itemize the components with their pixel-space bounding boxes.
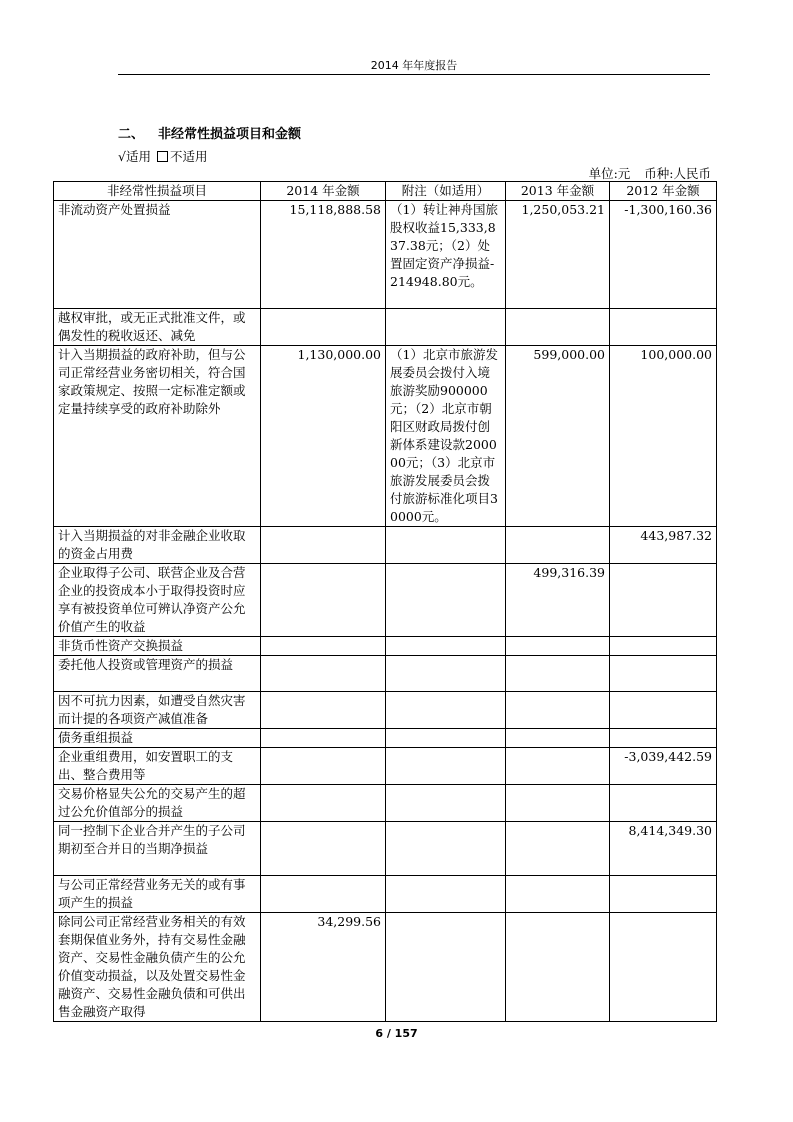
- table-row: [54, 729, 717, 748]
- header-2013-amount: 2013 年金额: [506, 182, 610, 201]
- item-cell: 企业取得子公司、联营企业及合营企业的投资成本小于取得投资时应享有被投资单位可辨认净资产公允价值产生的收益: [54, 564, 261, 637]
- note-cell: [386, 785, 506, 822]
- note-cell: [386, 729, 506, 748]
- note-cell: [386, 822, 506, 876]
- header-divider: [118, 74, 710, 75]
- amount-2014-cell: [261, 309, 386, 346]
- amount-2013-cell: [506, 748, 610, 785]
- amount-2012-cell: 100,000.00: [610, 346, 717, 527]
- unit-label: 单位:元: [588, 166, 631, 181]
- amount-2012-cell: [610, 729, 717, 748]
- table-row: [54, 201, 717, 309]
- item-cell: 交易价格显失公允的交易产生的超过公允价值部分的损益: [54, 785, 261, 822]
- table-row: [54, 785, 717, 822]
- note-cell: [386, 692, 506, 729]
- section-heading: 非经常性损益项目和金额: [158, 127, 302, 142]
- table-row: [54, 309, 717, 346]
- amount-2013-cell: [506, 913, 610, 1022]
- item-cell: 除同公司正常经营业务相关的有效套期保值业务外，持有交易性金融资产、交易性金融负债产生的公允价值变动损益，以及处置交易性金融资产、交易性金融负债和可供出售金融资产取得: [54, 913, 261, 1022]
- item-cell: 委托他人投资或管理资产的损益: [54, 656, 261, 692]
- amount-2014-cell: [261, 785, 386, 822]
- amount-2012-cell: -3,039,442.59: [610, 748, 717, 785]
- table-row: [54, 822, 717, 876]
- table-header-row: [54, 182, 717, 201]
- amount-2014-cell: [261, 656, 386, 692]
- amount-2013-cell: [506, 656, 610, 692]
- section-title: [118, 123, 301, 142]
- amount-2014-cell: [261, 564, 386, 637]
- amount-2014-cell: [261, 692, 386, 729]
- note-cell: [386, 527, 506, 564]
- item-cell: 非流动资产处置损益: [54, 201, 261, 309]
- item-cell: 与公司正常经营业务无关的或有事项产生的损益: [54, 876, 261, 913]
- amount-2013-cell: 599,000.00: [506, 346, 610, 527]
- note-cell: [386, 656, 506, 692]
- header-item: 非经常性损益项目: [54, 182, 261, 201]
- amount-2013-cell: [506, 729, 610, 748]
- header-note: 附注（如适用）: [386, 182, 506, 201]
- not-applicable-label: 不适用: [169, 149, 208, 164]
- item-cell: 企业重组费用，如安置职工的支出、整合费用等: [54, 748, 261, 785]
- item-cell: 越权审批，或无正式批准文件，或偶发性的税收返还、减免: [54, 309, 261, 346]
- amount-2014-cell: [261, 876, 386, 913]
- amount-2014-cell: [261, 748, 386, 785]
- amount-2013-cell: [506, 309, 610, 346]
- item-cell: 同一控制下企业合并产生的子公司期初至合并日的当期净损益: [54, 822, 261, 876]
- amount-2012-cell: 443,987.32: [610, 527, 717, 564]
- note-cell: [386, 309, 506, 346]
- header-2012-amount: 2012 年金额: [610, 182, 717, 201]
- amount-2014-cell: 1,130,000.00: [261, 346, 386, 527]
- amount-2013-cell: 1,250,053.21: [506, 201, 610, 309]
- table-row: [54, 748, 717, 785]
- empty-checkbox-icon: [157, 151, 168, 162]
- table-row: [54, 564, 717, 637]
- section-number: 二、: [118, 127, 145, 142]
- note-cell: （1）北京市旅游发展委员会拨付入境旅游奖励900000元；（2）北京市朝阳区财政局拨付创新体系建设款200000元；（3）北京市旅游发展委员会拨付旅游标准化项目30000元。: [386, 346, 506, 527]
- table-row: [54, 637, 717, 656]
- table-row: [54, 876, 717, 913]
- table-row: [54, 346, 717, 527]
- item-cell: 债务重组损益: [54, 729, 261, 748]
- note-cell: （1）转让神舟国旅股权收益15,333,837.38元；（2）处置固定资产净损益-214948.80元。: [386, 201, 506, 309]
- note-cell: [386, 637, 506, 656]
- amount-2012-cell: [610, 876, 717, 913]
- applicable-label: 适用: [125, 149, 151, 164]
- amount-2012-cell: [610, 785, 717, 822]
- header-2014-amount: 2014 年金额: [261, 182, 386, 201]
- amount-2012-cell: [610, 692, 717, 729]
- checkmark-icon: √: [118, 149, 126, 164]
- amount-2013-cell: [506, 876, 610, 913]
- amount-2013-cell: [506, 527, 610, 564]
- amount-2012-cell: [610, 637, 717, 656]
- amount-2014-cell: [261, 822, 386, 876]
- applicability-indicator: [118, 147, 208, 165]
- amount-2013-cell: [506, 822, 610, 876]
- table-row: [54, 692, 717, 729]
- amount-2012-cell: [610, 564, 717, 637]
- unit-line: [589, 164, 711, 182]
- page-number: 6 / 157: [375, 1027, 418, 1040]
- amount-2014-cell: [261, 729, 386, 748]
- report-header: 2014 年年度报告: [370, 59, 458, 72]
- table-row: [54, 913, 717, 1022]
- item-cell: 计入当期损益的政府补助，但与公司正常经营业务密切相关，符合国家政策规定、按照一定标准定额或定量持续享受的政府补助除外: [54, 346, 261, 527]
- amount-2013-cell: 499,316.39: [506, 564, 610, 637]
- amount-2013-cell: [506, 692, 610, 729]
- note-cell: [386, 748, 506, 785]
- amount-2014-cell: [261, 527, 386, 564]
- amount-2012-cell: [610, 656, 717, 692]
- amount-2014-cell: 34,299.56: [261, 913, 386, 1022]
- amount-2014-cell: 15,118,888.58: [261, 201, 386, 309]
- amount-2013-cell: [506, 785, 610, 822]
- item-cell: 非货币性资产交换损益: [54, 637, 261, 656]
- table-row: [54, 656, 717, 692]
- table-row: [54, 527, 717, 564]
- non-recurring-items-table: [53, 181, 717, 1022]
- currency-label: 币种:人民币: [644, 166, 711, 181]
- amount-2012-cell: [610, 913, 717, 1022]
- amount-2012-cell: [610, 309, 717, 346]
- amount-2012-cell: -1,300,160.36: [610, 201, 717, 309]
- item-cell: 计入当期损益的对非金融企业收取的资金占用费: [54, 527, 261, 564]
- note-cell: [386, 564, 506, 637]
- item-cell: 因不可抗力因素，如遭受自然灾害而计提的各项资产减值准备: [54, 692, 261, 729]
- amount-2012-cell: 8,414,349.30: [610, 822, 717, 876]
- note-cell: [386, 913, 506, 1022]
- note-cell: [386, 876, 506, 913]
- amount-2014-cell: [261, 637, 386, 656]
- amount-2013-cell: [506, 637, 610, 656]
